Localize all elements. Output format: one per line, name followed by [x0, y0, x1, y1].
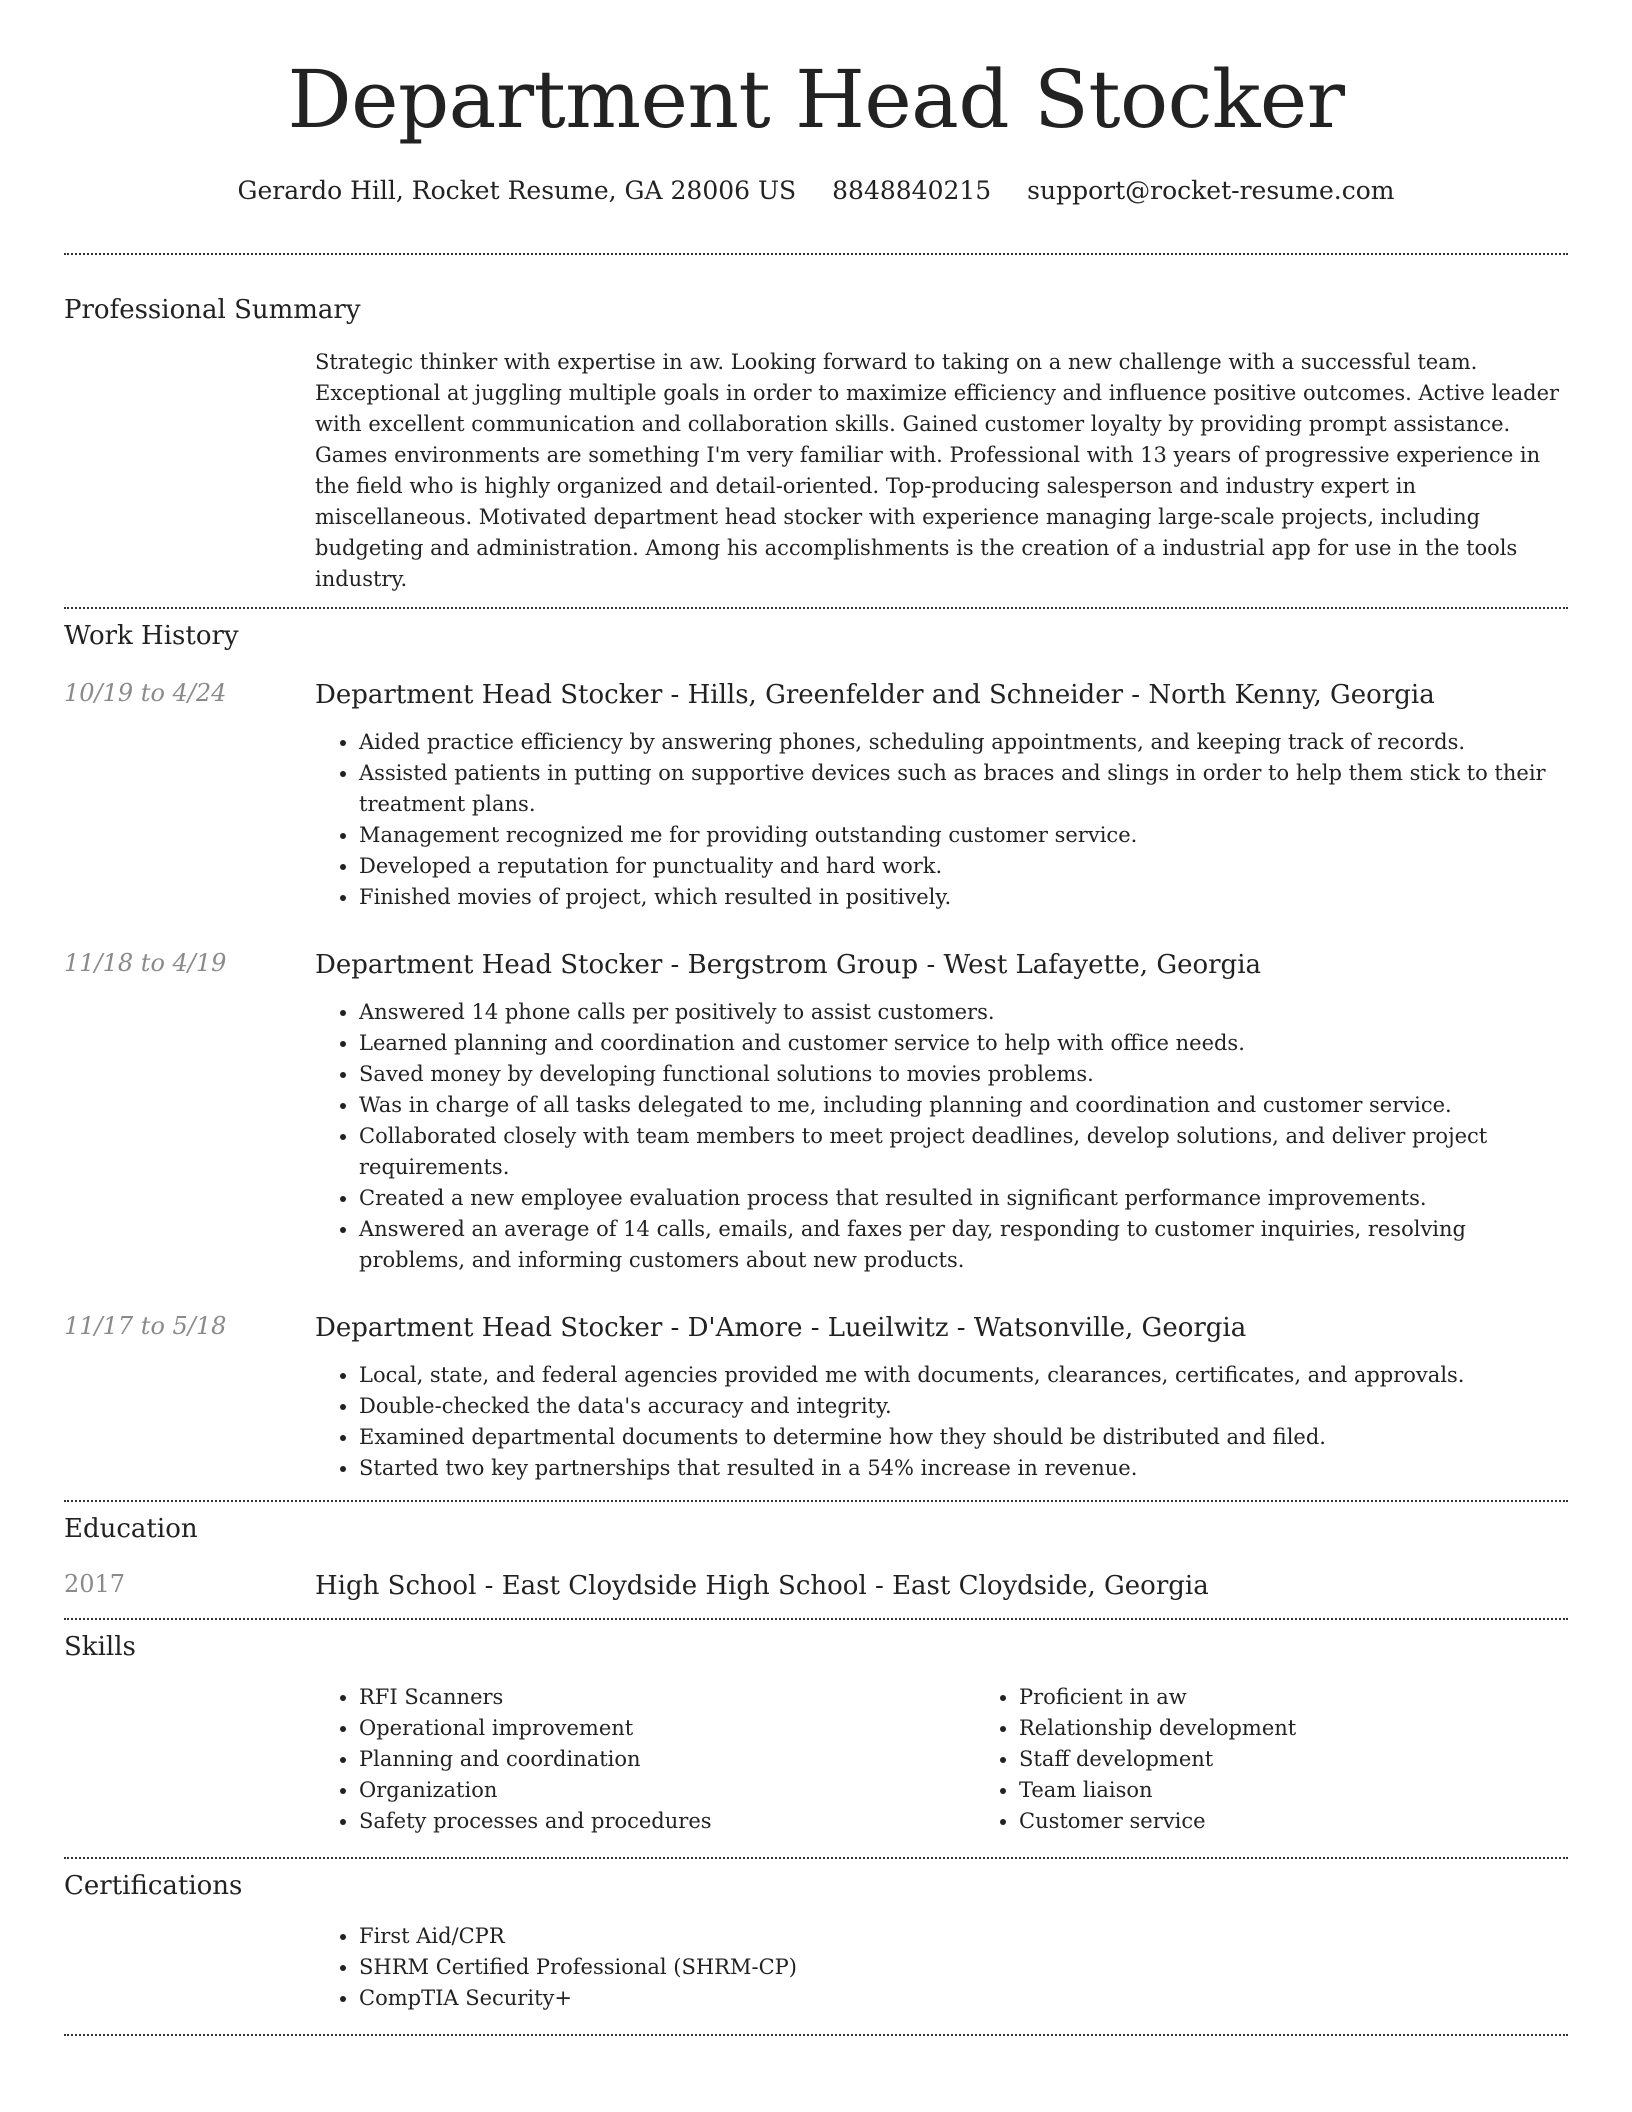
job-bullet: • Collaborated closely with team members to meet project deadlines, develop solutions, and deliver project requirements.	[359, 1121, 1568, 1183]
job-heading: Department Head Stocker - D'Amore - Lueilwitz - Watsonville, Georgia	[315, 1313, 1247, 1343]
skill-item: • Customer service	[1019, 1806, 1632, 1837]
job-bullet: • Local, state, and federal agencies provided me with documents, clearances, certificates, and approvals.	[359, 1360, 1568, 1391]
job-heading: Department Head Stocker - Hills, Greenfelder and Schneider - North Kenny, Georgia	[315, 680, 1435, 710]
job-bullet: • Started two key partnerships that resulted in a 54% increase in revenue.	[359, 1453, 1568, 1484]
certification-item: • CompTIA Security+	[359, 1983, 1568, 2014]
skill-item: • Proficient in aw	[1019, 1682, 1632, 1713]
divider	[64, 1857, 1568, 1859]
job-bullet: • Saved money by developing functional solutions to movies problems.	[359, 1059, 1568, 1090]
job-bullets	[315, 727, 1568, 913]
education-heading: High School - East Cloydside High School - East Cloydside, Georgia	[315, 1571, 1209, 1601]
job-bullet: • Assisted patients in putting on supportive devices such as braces and slings in order to help them stick to their treatment plans.	[359, 758, 1568, 820]
job-dates: 11/18 to 4/19	[64, 949, 227, 977]
summary-title: Professional Summary	[64, 295, 361, 325]
job-dates: 11/17 to 5/18	[64, 1312, 227, 1340]
summary-text: Strategic thinker with expertise in aw. Looking forward to taking on a new challenge with a successful team. Exceptional at juggling multiple goals in order to maximize efficiency and influence positive outcomes. Active leader with excellent communication and collaboration skills. Gained customer loyalty by providing prompt assistance. Games environments are something I'm very familiar with. Professional with 13 years of progressive experience in the field who is highly organized and detail-oriented. Top-producing salesperson and industry expert in miscellaneous. Motivated department head stocker with experience managing large-scale projects, including budgeting and administration. Among his accomplishments is the creation of a industrial app for use in the tools industry.	[315, 350, 1560, 591]
job-entry	[64, 1312, 1568, 1484]
skills-title: Skills	[64, 1632, 136, 1662]
skill-item: • Team liaison	[1019, 1775, 1632, 1806]
job-bullet: • Aided practice efficiency by answering phones, scheduling appointments, and keeping track of records.	[359, 727, 1568, 758]
skill-item: • Relationship development	[1019, 1713, 1632, 1744]
skills-list-right	[975, 1682, 1632, 1837]
job-bullets	[315, 1360, 1568, 1484]
candidate-name: Department Head Stocker	[287, 53, 1345, 146]
divider	[64, 2034, 1568, 2036]
divider	[64, 1500, 1568, 1502]
resume-page	[64, 0, 1568, 2036]
job-bullet: • Learned planning and coordination and customer service to help with office needs.	[359, 1028, 1568, 1059]
certifications-section	[64, 1871, 1568, 2014]
certification-item: • First Aid/CPR	[359, 1921, 1568, 1952]
certifications-title: Certifications	[64, 1871, 243, 1901]
job-entry	[64, 679, 1568, 913]
certification-item: • SHRM Certified Professional (SHRM-CP)	[359, 1952, 1568, 1983]
job-bullet: • Created a new employee evaluation process that resulted in significant performance improvements.	[359, 1183, 1568, 1214]
job-bullet: • Was in charge of all tasks delegated to me, including planning and coordination and customer service.	[359, 1090, 1568, 1121]
job-bullet: • Examined departmental documents to determine how they should be distributed and filed.	[359, 1422, 1568, 1453]
divider	[64, 1618, 1568, 1620]
certifications-list	[315, 1921, 1568, 2014]
work-section	[64, 621, 1568, 1484]
skills-section	[64, 1632, 1568, 1837]
job-bullet: • Double-checked the data's accuracy and integrity.	[359, 1391, 1568, 1422]
job-dates: 10/19 to 4/24	[64, 679, 227, 707]
skill-item: • Safety processes and procedures	[359, 1806, 975, 1837]
education-year: 2017	[64, 1570, 126, 1598]
contact-address: Gerardo Hill, Rocket Resume, GA 28006 US	[237, 176, 797, 205]
skill-item: • Operational improvement	[359, 1713, 975, 1744]
skill-item: • Planning and coordination	[359, 1744, 975, 1775]
contact-line	[64, 176, 1568, 205]
skill-item: • Organization	[359, 1775, 975, 1806]
education-title: Education	[64, 1514, 198, 1544]
skill-item: • Staff development	[1019, 1744, 1632, 1775]
job-bullet: • Answered an average of 14 calls, emails, and faxes per day, responding to customer inquiries, resolving problems, and informing customers about new products.	[359, 1214, 1568, 1276]
job-entry	[64, 949, 1568, 1276]
skills-grid	[315, 1682, 1632, 1837]
contact-phone: 8848840215	[832, 176, 992, 205]
job-bullets	[315, 997, 1568, 1276]
job-heading: Department Head Stocker - Bergstrom Group - West Lafayette, Georgia	[315, 950, 1262, 980]
work-title: Work History	[64, 621, 239, 651]
job-bullet: • Management recognized me for providing outstanding customer service.	[359, 820, 1568, 851]
skill-item: • RFI Scanners	[359, 1682, 975, 1713]
education-entry	[64, 1570, 1568, 1602]
divider	[64, 253, 1568, 255]
job-bullet: • Answered 14 phone calls per positively to assist customers.	[359, 997, 1568, 1028]
job-bullet: • Finished movies of project, which resulted in positively.	[359, 882, 1568, 913]
education-section	[64, 1514, 1568, 1602]
contact-email: support@rocket-resume.com	[1027, 176, 1395, 205]
divider	[64, 607, 1568, 609]
job-bullet: • Developed a reputation for punctuality and hard work.	[359, 851, 1568, 882]
job-list	[64, 679, 1568, 1484]
summary-section	[64, 295, 1568, 595]
skills-list-left	[315, 1682, 975, 1837]
